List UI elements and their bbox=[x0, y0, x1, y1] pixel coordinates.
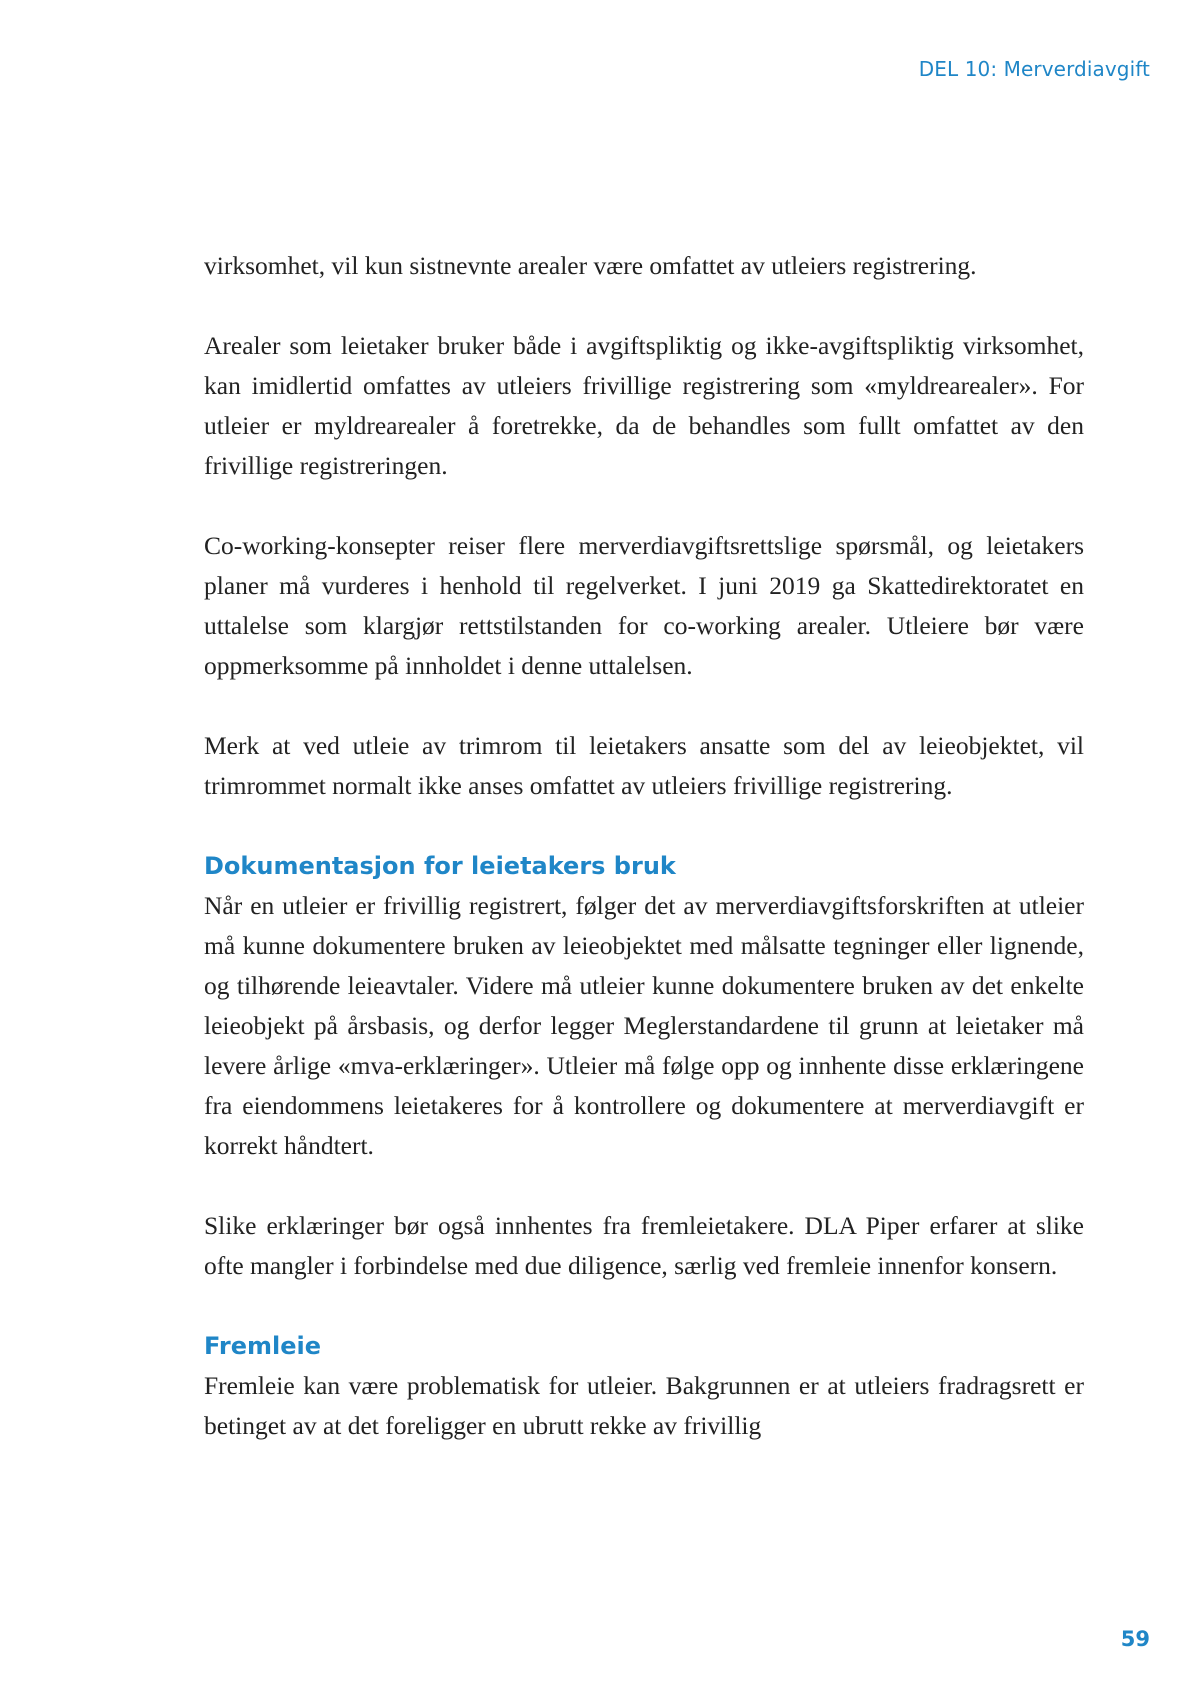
section-heading: Dokumentasjon for leietakers bruk bbox=[204, 852, 676, 880]
paragraph: Merk at ved utleie av trimrom til leietakers ansatte som del av leieobjektet, vil trimrommet normalt ikke anses omfattet av utleiers frivillige registrering. bbox=[204, 731, 1084, 800]
paragraph: Co-working-konsepter reiser flere merverdiavgiftsrettslige spørsmål, og leietakers planer må vurderes i henhold til regelverket. I juni 2019 ga Skattedirektoratet en uttalelse som klargjør rettstilstanden for co-working arealer. Utleiere bør være oppmerksomme på innholdet i denne uttalelsen. bbox=[204, 531, 1084, 680]
paragraph: Slike erklæringer bør også innhentes fra fremleietakere. DLA Piper erfarer at slike ofte mangler i forbindelse med due diligence, særlig ved fremleie innenfor konsern. bbox=[204, 1211, 1084, 1280]
paragraph: virksomhet, vil kun sistnevnte arealer være omfattet av utleiers registrering. bbox=[204, 251, 977, 280]
page-number: 59 bbox=[1120, 1627, 1150, 1651]
paragraph: Arealer som leietaker bruker både i avgiftspliktig og ikke-avgiftspliktig virksomhet, kan imidlertid omfattes av utleiers frivillige registrering som «myldrearealer». For utleier er myldrearealer å foretrekke, da de behandles som fullt omfattet av den frivillige registreringen. bbox=[204, 331, 1084, 480]
body-text bbox=[204, 246, 1084, 1446]
paragraph: Når en utleier er frivillig registrert, følger det av merverdiavgiftsforskriften at utleier må kunne dokumentere bruken av leieobjektet med målsatte tegninger eller lignende, og tilhørende leieavtaler. Videre må utleier kunne dokumentere bruken av det enkelte leieobjekt på årsbasis, og derfor legger Meglerstandardene til grunn at leietaker må levere årlige «mva-erklæringer». Utleier må følge opp og innhente disse erklæringene fra eiendommens leietakeres for å kontrollere og dokumentere at merverdiavgift er korrekt håndtert. bbox=[204, 891, 1084, 1160]
paragraph: Fremleie kan være problematisk for utleier. Bakgrunnen er at utleiers fradragsrett er betinget av at det foreligger en ubrutt rekke av frivillig bbox=[204, 1371, 1084, 1440]
running-header: DEL 10: Merverdiavgift bbox=[918, 57, 1150, 81]
section-heading: Fremleie bbox=[204, 1332, 321, 1360]
